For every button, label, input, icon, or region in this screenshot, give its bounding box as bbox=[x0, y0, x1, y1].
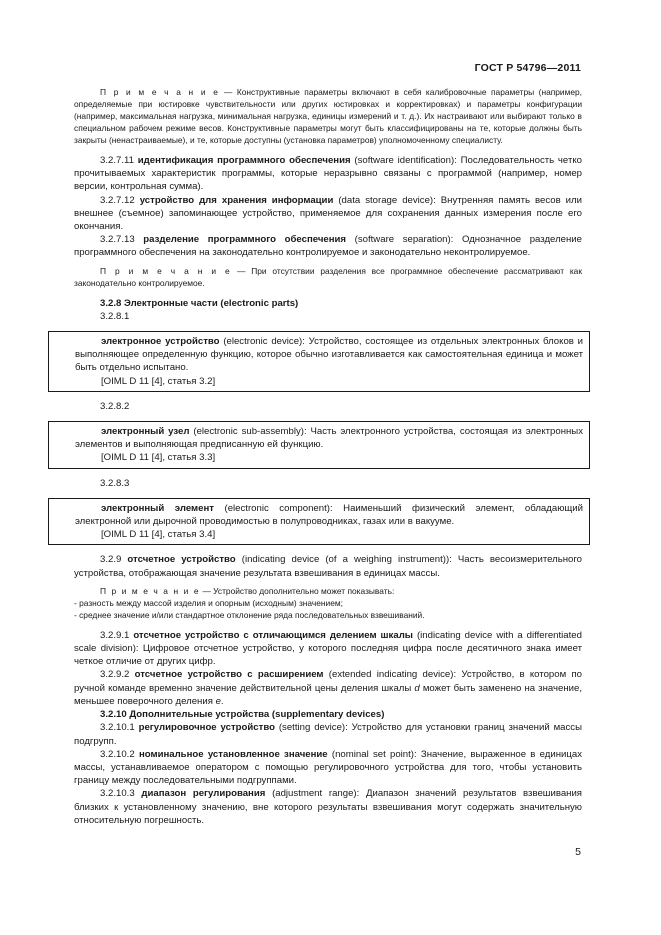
note-indicating-device: П р и м е ч а н и е — Устройство дополнительно может показывать: bbox=[100, 585, 395, 596]
clause-term: отсчетное устройство с расширением bbox=[134, 669, 324, 681]
document-code: ГОСТ Р 54796—2011 bbox=[474, 62, 581, 74]
clause-3-2-7-12 bbox=[74, 194, 582, 234]
clause-number: 3.2.7.13 bbox=[100, 234, 135, 246]
clause-term: регулировочное устройство bbox=[138, 722, 275, 734]
clause-3-2-7-11 bbox=[74, 154, 582, 194]
clause-number-3-2-8-1: 3.2.8.1 bbox=[100, 310, 130, 322]
definition-reference: [OIML D 11 [4], статья 3.2] bbox=[101, 375, 216, 387]
document-body bbox=[74, 86, 582, 827]
definition-box-electronic-device bbox=[48, 331, 590, 392]
definition-box-electronic-sub-assembly bbox=[48, 421, 590, 469]
clause-term: отсчетное устройство bbox=[127, 554, 236, 566]
variable-d: d bbox=[414, 682, 420, 694]
clause-3-2-10-1: 3.2.10.1 регулировочное устройство (setting device): Устройство для установки границ значений массы подгрупп. bbox=[74, 722, 582, 747]
clause-3-2-7-13 bbox=[74, 233, 582, 259]
section-heading-3-2-8: 3.2.8 Электронные части (electronic parts) bbox=[100, 297, 299, 309]
clause-3-2-10-3: 3.2.10.3 диапазон регулирования (adjustment range): Диапазон значений результатов взвешивания близких к установленному значению, вне которого результаты взвешивания могут содержать значительную относительную погрешность. bbox=[74, 788, 583, 826]
definition-text: электронный элемент (electronic component): Наименьший физический элемент, обладающий электронной или дырочной проводимостью в полупроводниках, газах или в вакууме. bbox=[75, 502, 584, 528]
note-list-item: - разность между массой изделия и опорным (исходным) значением; bbox=[74, 597, 343, 608]
definition-reference: [OIML D 11 [4], статья 3.4] bbox=[101, 529, 216, 541]
definition-text: электронное устройство (electronic device): Устройство, состоящее из отдельных электронных блоков и выполняющее определенную функцию, которое обычно изготавливается как самостоятельная единица и может быть отдельно испытано. bbox=[75, 336, 583, 374]
definition-term: электронный узел bbox=[101, 426, 190, 438]
clause-number-3-2-8-2: 3.2.8.2 bbox=[100, 400, 130, 412]
clause-term: устройство для хранения информации bbox=[139, 194, 334, 206]
section-heading-3-2-10: 3.2.10 Дополнительные устройства (supplementary devices) bbox=[100, 709, 385, 721]
clause-term: диапазон регулирования bbox=[141, 788, 266, 800]
clause-3-2-10-2: 3.2.10.2 номинальное установленное значение (nominal set point): Значение, выраженное в единицах массы, устанавливаемое оператором с помощью регулировочного устройства для того, чтобы установить границу между последовательными подгруппами. bbox=[74, 748, 582, 787]
note-list-item: - среднее значение и/или стандартное отклонение ряда последовательных взвешиваний. bbox=[74, 609, 425, 620]
clause-number-3-2-8-3: 3.2.8.3 bbox=[100, 477, 130, 489]
definition-reference: [OIML D 11 [4], статья 3.3] bbox=[101, 452, 216, 464]
note-label: П р и м е ч а н и е bbox=[100, 585, 201, 596]
note-label: П р и м е ч а н и е bbox=[100, 265, 232, 276]
clause-term: разделение программного обеспечения bbox=[143, 234, 347, 246]
page-number: 5 bbox=[575, 846, 581, 858]
clause-term: номинальное установленное значение bbox=[138, 748, 328, 760]
note-text: — Конструктивные параметры включают в себя калибровочные параметры (например, определяемые при юстировке чувствительности или других юстировках и корректировках) и параметры конфигурации (например, максимальная нагрузка, минимальная нагрузка, единицы измерений и т. д.). Их настраивают или выбирают только в специальном рабочем режиме весов. Конструктивные параметры могут быть классифицированы на те, которые должны быть закрыты (ненастраиваемые), и те, которые доступны (установка параметров) уполномоченному специалисту. bbox=[74, 87, 583, 145]
clause-number: 3.2.7.11 bbox=[100, 155, 134, 166]
definition-term: электронное устройство bbox=[101, 336, 220, 348]
definition-term: электронный элемент bbox=[101, 502, 214, 514]
definition-text: электронный узел (electronic sub-assembly): Часть электронного устройства, состоящая из электронных элементов и выполняющая предписанную ей функцию. bbox=[75, 426, 583, 451]
note-label: П р и м е ч а н и е bbox=[100, 87, 220, 97]
variable-e: e bbox=[215, 695, 221, 707]
definition-box-electronic-component bbox=[48, 498, 590, 546]
clause-text: (data storage device): Внутренняя память весов или внешнее (съемное) запоминающее устройство, применяемое для сохранения данных измерения после его окончания. bbox=[74, 194, 582, 233]
clause-text: (software identification): Последовательность четко прочитываемых характеристик программы, которые неразрывно связаны с программой (например, номер версии, контрольная сумма). bbox=[74, 155, 582, 193]
clause-text: (software separation): Однозначное разделение программного обеспечения на законодательно контролируемое и законодательно неконтролируемое. bbox=[74, 234, 583, 259]
clause-3-2-9: 3.2.9 отсчетное устройство (indicating device (of a weighing instrument)): Часть весоизмерительного устройства, отображающая значение результата взвешивания в единицах массы. bbox=[74, 554, 583, 579]
note-constructive-params bbox=[74, 86, 582, 146]
clause-number: 3.2.7.12 bbox=[100, 194, 135, 206]
clause-term: отсчетное устройство с отличающимся делением шкалы bbox=[133, 629, 413, 641]
note-text: — При отсутствии разделения все программное обеспечение рассматривают как законодательно контролируемое. bbox=[74, 265, 582, 288]
clause-3-2-9-1: 3.2.9.1 отсчетное устройство с отличающимся делением шкалы (indicating device with a differentiated scale division): Цифровое отсчетное устройство, у которого последняя цифра после десятичного знака имеет четкое отличие от других цифр. bbox=[74, 629, 582, 668]
clause-3-2-9-2: 3.2.9.2 отсчетное устройство с расширением (extended indicating device): Устройство, в котором по ручной команде временно значение действительной цены деления шкалы d может быть заменено на значение, меньшее поверочного деления e. bbox=[74, 669, 582, 707]
note-software-separation bbox=[74, 265, 582, 289]
clause-term: идентификация программного обеспечения bbox=[137, 155, 351, 166]
